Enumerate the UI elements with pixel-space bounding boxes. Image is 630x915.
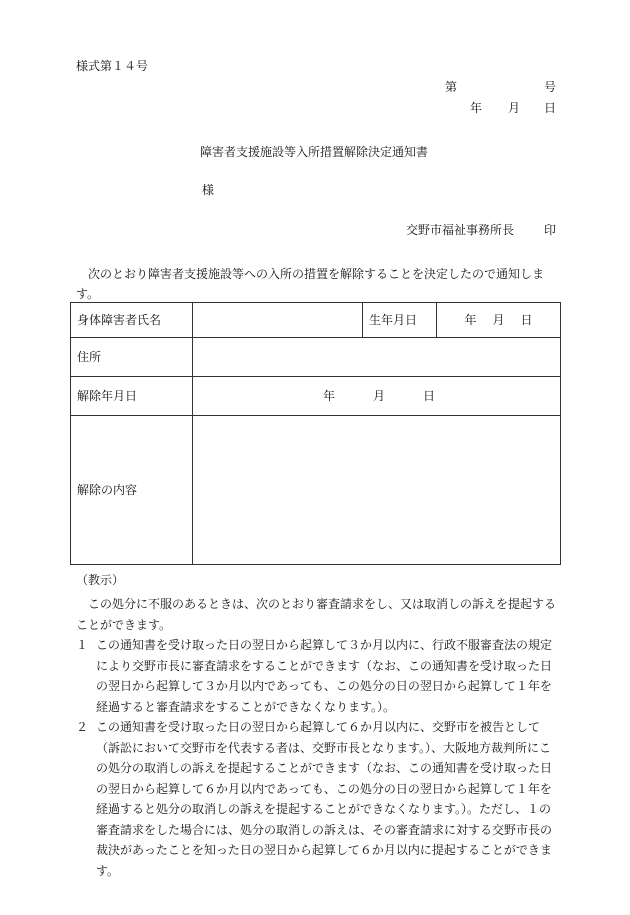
address-value [193, 338, 561, 377]
release-date-label: 解除年月日 [71, 377, 193, 416]
release-date-value [193, 377, 561, 416]
notice-heading: （教示） [76, 573, 125, 587]
notice-item-number: ２ [76, 720, 89, 734]
details-table [70, 302, 561, 565]
table-row-address [71, 338, 561, 377]
name-value [193, 303, 363, 338]
release-day-label: 日 [423, 389, 436, 403]
document-number-suffix: 号 [544, 80, 557, 94]
notice-body [76, 594, 560, 881]
notice-item [76, 635, 560, 717]
birth-year-label: 年 [464, 313, 477, 327]
notice-intro: この処分に不服のあるときは、次のとおり審査請求をし、又は取消しの訴えを提起することができます。 [76, 597, 557, 632]
release-year-label: 年 [323, 389, 336, 403]
seal-mark: 印 [544, 223, 557, 237]
table-row-release-content [71, 416, 561, 565]
issue-month-label: 月 [508, 101, 521, 115]
release-month-label: 月 [373, 389, 386, 403]
release-content-label: 解除の内容 [71, 416, 193, 565]
issue-year-label: 年 [470, 101, 483, 115]
issue-day-label: 日 [544, 101, 557, 115]
notice-item-text: この通知書を受け取った日の翌日から起算して３か月以内に、行政不服審査法の規定により交野市長に審査請求をすることができます（なお、この通知書を受け取った日の翌日から起算して３か月以内であっても、この処分の日の翌日から起算して１年を経過すると審査請求をすることができなくなります。）。 [96, 638, 553, 714]
table-row-release-date [71, 377, 561, 416]
table-row-name [71, 303, 561, 338]
release-content-value [193, 416, 561, 565]
name-label: 身体障害者氏名 [71, 303, 193, 338]
birth-date-label: 生年月日 [363, 303, 437, 338]
document-number-prefix: 第 [445, 80, 458, 94]
notice-item-text: この通知書を受け取った日の翌日から起算して６か月以内に、交野市を被告として（訴訟において交野市を代表する者は、交野市長となります。）、大阪地方裁判所にこの処分の取消しの訴えを提起することができます（なお、この通知書を受け取った日の翌日から起算して６か月以内であっても、この処分の日の翌日から起算して１年を経過すると処分の取消しの訴えを提起することができなくなります。）。ただし、１の審査請求をした場合には、処分の取消しの訴えは、その審査請求に対する交野市長の裁決があったことを知った日の翌日から起算して６か月以内に提起することができます。 [96, 720, 553, 878]
addressee-suffix: 様 [202, 183, 215, 197]
intro-paragraph: 次のとおり障害者支援施設等への入所の措置を解除することを決定したので通知します。 [76, 267, 545, 301]
birth-month-label: 月 [492, 313, 505, 327]
notice-item-number: １ [76, 638, 89, 652]
notice-item [76, 717, 560, 881]
document-title: 障害者支援施設等入所措置解除決定通知書 [200, 145, 429, 159]
address-label: 住所 [71, 338, 193, 377]
form-number: 様式第１４号 [76, 59, 149, 73]
birth-date-value [437, 303, 561, 338]
birth-day-label: 日 [520, 313, 533, 327]
sender-name: 交野市福祉事務所長 [406, 223, 515, 237]
